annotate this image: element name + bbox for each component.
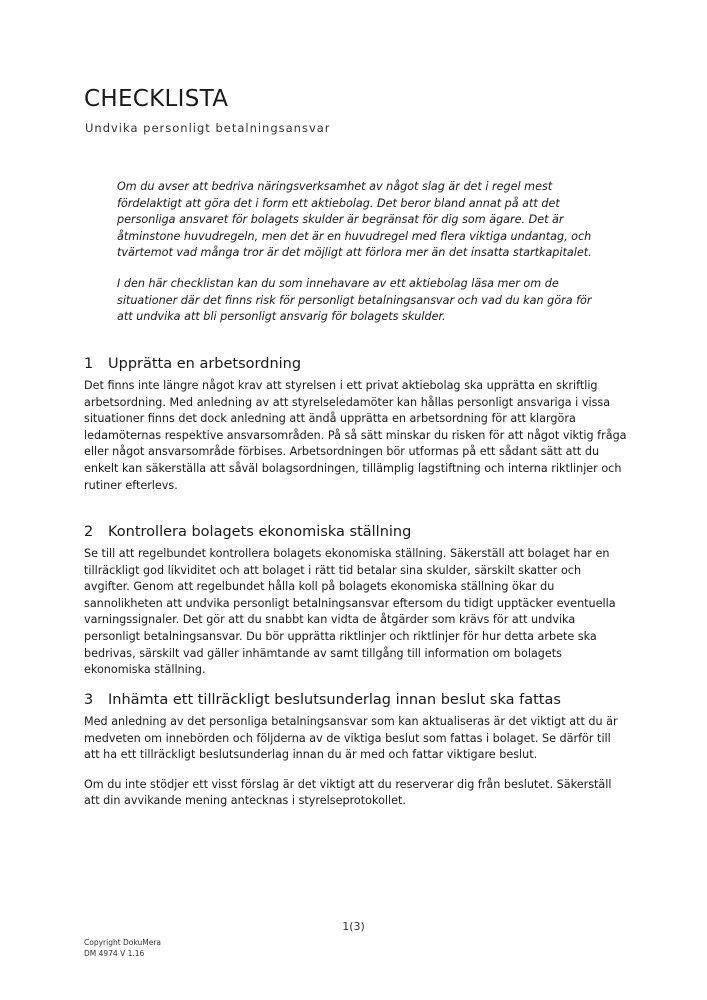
section-heading-text: Upprätta en arbetsordning <box>108 356 302 372</box>
section-paragraph: Det finns inte längre något krav att styrelsen i ett privat aktiebolag ska upprätta en skriftlig arbetsordning. Med anledning av att styrelseledamöter kan hållas personligt ansvariga i vissa situationer finns det dock anledning att ändå upprätta en arbetsordning för att klargöra ledamöternas respektive ansvarsområden. På så sätt minskar du risken för att något viktig fråga eller något ansvarsområde förbises. Arbetsordningen bör utformas på ett sådant sätt att du enkelt kan säkerställa att såväl bolagsordningen, tillämplig lagstiftning och interna riktlinjer och rutiner efterlevs. <box>84 379 627 492</box>
section-number: 3 <box>84 692 94 708</box>
footer-copyright: Copyright DokuMera <box>84 938 162 947</box>
section-heading-text: Inhämta ett tillräckligt beslutsunderlag innan beslut ska fattas <box>108 692 561 708</box>
section-paragraph: Med anledning av det personliga betalningsansvar som kan aktualiseras är det viktigt att du är medveten om innebörden och följderna av de viktiga beslut som fattas i bolaget. Se därför till att ha ett tillräckligt beslutsunderlag innan du är med och fattar viktigare beslut. <box>84 715 618 762</box>
footer <box>84 937 161 959</box>
section-number: 2 <box>84 524 94 540</box>
section-number: 1 <box>84 356 94 372</box>
document-title: CHECKLISTA <box>84 86 229 112</box>
section-1 <box>84 356 629 507</box>
section-paragraph: Om du inte stödjer ett visst förslag är det viktigt att du reserverar dig från beslutet. Säkerställ att din avvikande mening antecknas i styrelseprotokollet. <box>84 777 612 808</box>
section-3 <box>84 692 629 823</box>
footer-version: DM 4974 V 1.16 <box>84 949 145 958</box>
section-heading <box>84 356 629 372</box>
section-2 <box>84 524 629 692</box>
intro-block <box>117 179 607 340</box>
page-number: 1(3) <box>342 920 365 933</box>
intro-paragraph: Om du avser att bedriva näringsverksamhet av något slag är det i regel mest fördelaktigt att göra det i form ett aktiebolag. Det beror bland annat på att det personliga ansvaret för bolagets skulder är begränsat för dig som ägare. Det är åtminstone huvudregeln, men det är en huvudregel med flera viktiga undantag, och tvärtemot vad många tror är det möjligt att förlora mer än det insatta startkapitalet. <box>117 180 592 260</box>
section-heading <box>84 524 629 540</box>
intro-paragraph: I den här checklistan kan du som innehavare av ett aktiebolag läsa mer om de situationer där det finns risk för personligt betalningsansvar och vad du kan göra för att undvika att bli personligt ansvarig för bolagets skulder. <box>117 276 592 324</box>
section-paragraph: Se till att regelbundet kontrollera bolagets ekonomiska ställning. Säkerställ att bolaget har en tillräckligt god likviditet och att bolaget i rätt tid betalar sina skulder, särskilt skatter och avgifter. Genom att regelbundet hålla koll på bolagets ekonomiska ställning ökar du sannolikheten att undvika personligt betalningsansvar eftersom du tidigt upptäcker eventuella varningssignaler. Det gör att du snabbt kan vidta de åtgärder som krävs för att undvika personligt betalningsansvar. Du bör upprätta riktlinjer och riktlinjer för hur detta arbete ska bedrivas, särskilt vad gäller inhämtande av samt tillgång till information om bolagets ekonomiska ställning. <box>84 547 616 677</box>
section-heading <box>84 692 629 708</box>
section-heading-text: Kontrollera bolagets ekonomiska ställning <box>108 524 412 540</box>
document-subtitle: Undvika personligt betalningsansvar <box>85 121 331 135</box>
